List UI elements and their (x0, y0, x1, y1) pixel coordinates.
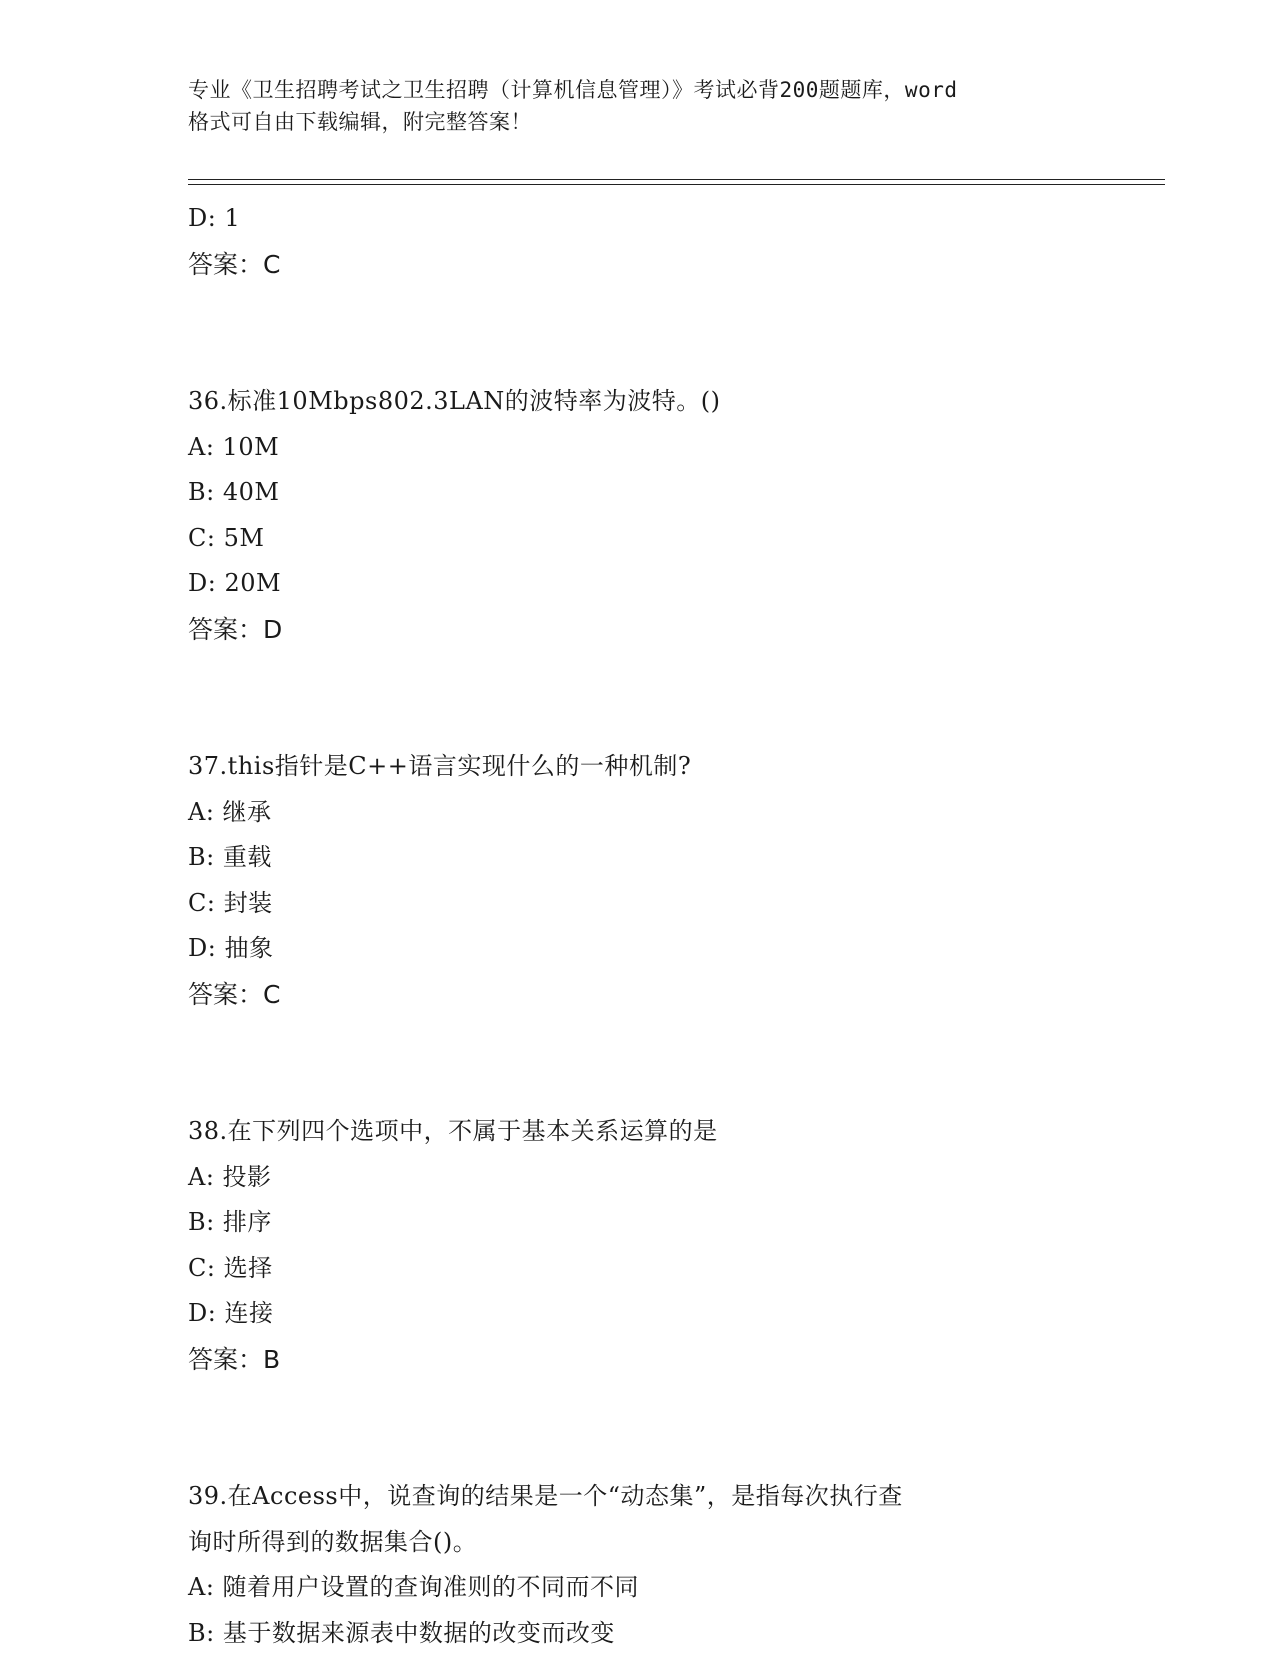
question-text-line-2: 询时所得到的数据集合()。 (188, 1520, 1148, 1566)
question-text-line-1: 39.在Access中，说查询的结果是一个“动态集”，是指每次执行查 (188, 1474, 1148, 1520)
option-c: C: 5M (188, 516, 1148, 562)
option-b: B: 排序 (188, 1200, 1148, 1246)
option-d: D: 1 (188, 196, 1148, 242)
option-b: B: 重载 (188, 835, 1148, 881)
option-a: A: 10M (188, 425, 1148, 471)
answer-line: 答案：C (188, 972, 1148, 1018)
option-a: A: 投影 (188, 1155, 1148, 1201)
spacer (188, 652, 1148, 744)
header-divider-top (188, 179, 1165, 180)
option-d: D: 连接 (188, 1291, 1148, 1337)
question-text: 38.在下列四个选项中，不属于基本关系运算的是 (188, 1109, 1148, 1155)
answer-line: 答案：B (188, 1337, 1148, 1383)
option-c: C: 封装 (188, 881, 1148, 927)
question-block-39 (188, 1474, 1148, 1656)
question-block-35 (188, 196, 1148, 287)
question-block-36 (188, 379, 1148, 652)
option-d: D: 20M (188, 561, 1148, 607)
option-a: A: 随着用户设置的查询准则的不同而不同 (188, 1565, 1148, 1611)
spacer (188, 1017, 1148, 1109)
option-d: D: 抽象 (188, 926, 1148, 972)
question-block-37 (188, 744, 1148, 1017)
question-list (188, 196, 1148, 1656)
question-block-38 (188, 1109, 1148, 1382)
answer-line: 答案：C (188, 242, 1148, 288)
header-title-line-2: 格式可自由下载编辑，附完整答案！ (188, 106, 1088, 138)
question-text: 36.标准10Mbps802.3LAN的波特率为波特。() (188, 379, 1148, 425)
option-b: B: 基于数据来源表中数据的改变而改变 (188, 1611, 1148, 1656)
option-b: B: 40M (188, 470, 1148, 516)
answer-line: 答案：D (188, 607, 1148, 653)
option-a: A: 继承 (188, 790, 1148, 836)
spacer (188, 287, 1148, 379)
document-header (188, 74, 1088, 138)
option-c: C: 选择 (188, 1246, 1148, 1292)
question-text: 37.this指针是C++语言实现什么的一种机制? (188, 744, 1148, 790)
header-divider-bottom (188, 184, 1165, 185)
spacer (188, 1382, 1148, 1474)
header-title-line-1: 专业《卫生招聘考试之卫生招聘（计算机信息管理）》考试必背200题题库，word (188, 74, 1088, 106)
